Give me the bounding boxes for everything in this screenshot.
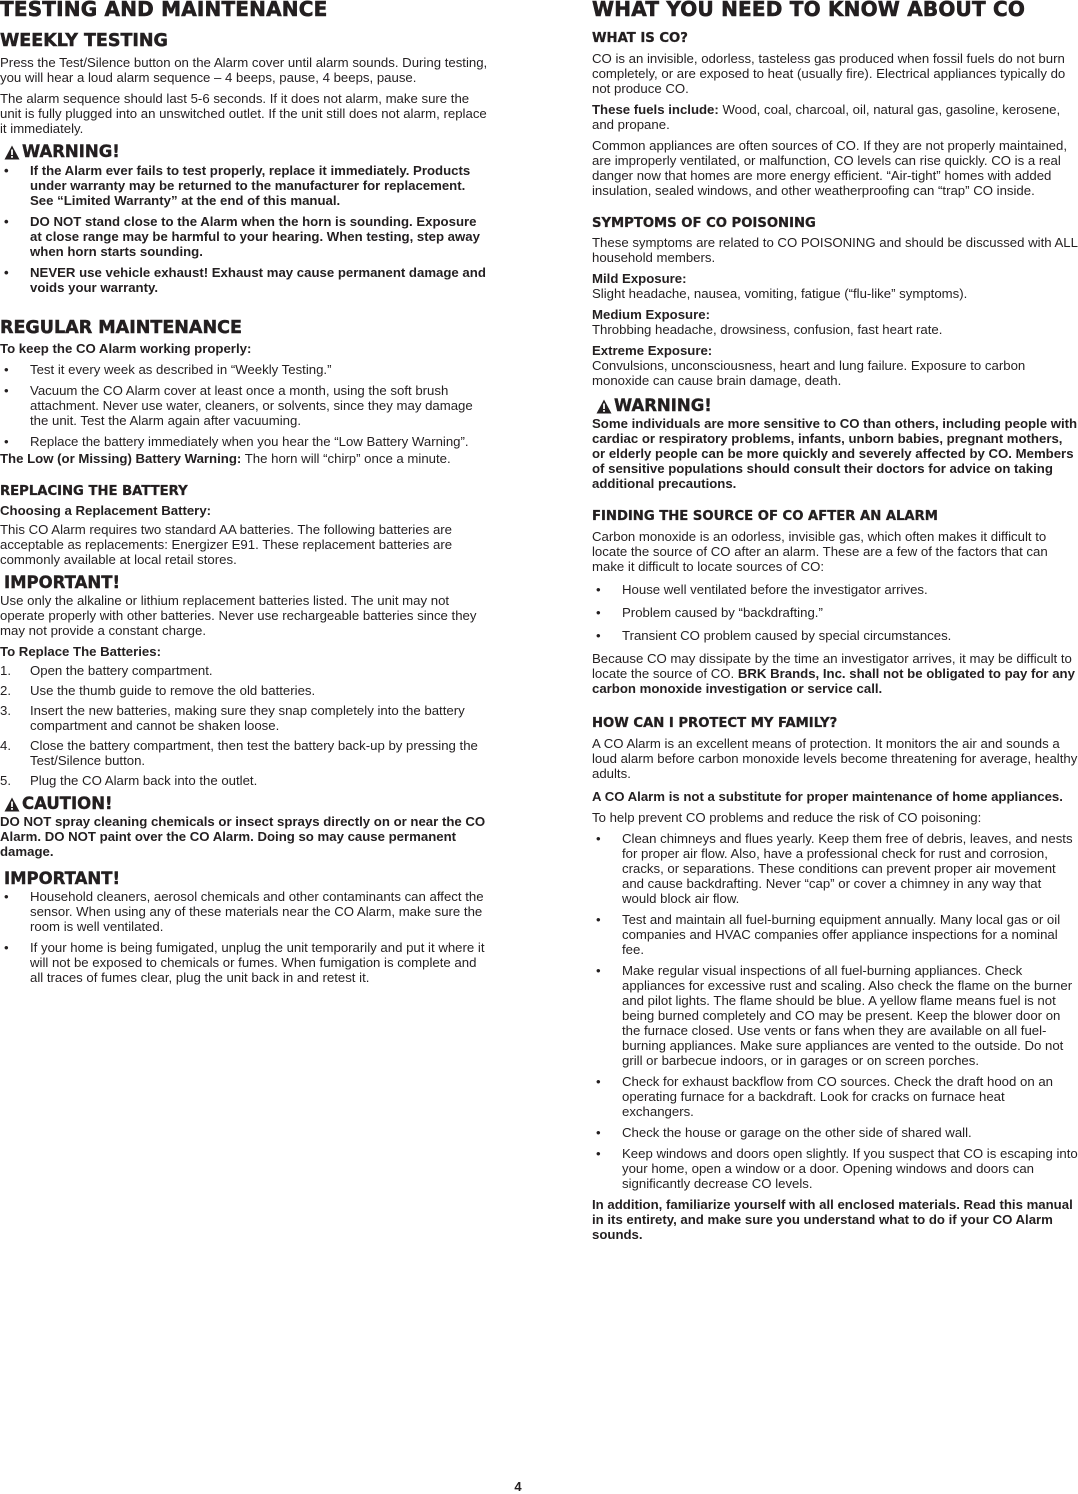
extreme-exposure-label: Extreme Exposure: xyxy=(592,343,713,358)
list-item: • Check the house or garage on the other side of shared wall. xyxy=(592,1125,1078,1140)
warning-triangle-icon xyxy=(4,145,20,160)
weekly-testing-heading: WEEKLY TESTING xyxy=(0,31,168,51)
left-column xyxy=(0,0,488,991)
list-item: 5. Plug the CO Alarm back into the outlet. xyxy=(0,773,258,788)
list-item: • Keep windows and doors open slightly. If you suspect that CO is escaping into your home, open a window or a door. Opening windows and doors can significantly decrease CO levels. xyxy=(592,1146,1078,1191)
list-item: • Transient CO problem caused by special circumstances. xyxy=(592,628,1078,643)
symptoms-intro: These symptoms are related to CO POISONING and should be discussed with ALL household members. xyxy=(592,235,1078,265)
list-item: • If your home is being fumigated, unplug the unit temporarily and put it where it will not be exposed to chemicals or fumes. When fumigation is complete and all traces of fumes clear, plug the unit back in and retest it. xyxy=(0,940,488,985)
weekly-testing-p2: The alarm sequence should last 5-6 seconds. If it does not alarm, make sure the unit is fully plugged into an unswitched outlet. If the unit still does not alarm, replace it immediately. xyxy=(0,91,487,136)
symptoms-warning-text: Some individuals are more sensitive to CO than others, including people with cardiac or respiratory problems, infants, unborn babies, pregnant mothers, or elderly people can be more quickly and severely affected by CO. Members of sensitive populations should consult their doctors for advice on taking additional precautions. xyxy=(592,416,1078,491)
symptoms-warning-label xyxy=(592,396,1078,416)
list-item: • Make regular visual inspections of all fuel-burning appliances. Check appliances for excessive rust and scaling. Also check the flame on the burner and pilot lights. The flame should be blue. A yellow flame means fuel is not being burned completely and CO may be present. Keep the blower door on the furnace closed. Use vents or fans when they are available on all fuel-burning appliances. Make sure appliances are vented to the outside. Do not grill or barbecue indoors, or in garages or on screen porches. xyxy=(592,963,1078,1068)
regular-maintenance-intro: To keep the CO Alarm working properly: xyxy=(0,341,252,356)
page-number: 4 xyxy=(514,1479,522,1494)
list-item: • Check for exhaust backflow from CO sources. Check the draft hood on an operating furnace for a backdraft. Look for cracks on furnace heat exchangers. xyxy=(592,1074,1078,1119)
caution-text: DO NOT spray cleaning chemicals or insect sprays directly on or near the CO Alarm. DO NOT paint over the CO Alarm. Doing so may cause permanent damage. xyxy=(0,814,486,859)
mild-exposure xyxy=(592,271,1078,301)
mild-exposure-label: Mild Exposure: xyxy=(592,271,687,286)
list-item: • Problem caused by “backdrafting.” xyxy=(592,605,1078,620)
list-item: • Household cleaners, aerosol chemicals and other contaminants can affect the sensor. When using any of these materials near the CO Alarm, make sure the room is well ventilated. xyxy=(0,889,488,934)
important-label-text: IMPORTANT! xyxy=(4,869,120,888)
symptoms-heading: SYMPTOMS OF CO POISONING xyxy=(592,216,816,231)
protect-family-heading: HOW CAN I PROTECT MY FAMILY? xyxy=(592,716,838,731)
what-is-co-p3: Common appliances are often sources of CO. If they are not properly maintained, are improperly ventilated, or malfunction, CO levels can rise quickly. CO is a real danger now that homes are more energy efficient. “Air-tight” homes with added insulation, sealed windows, and other weatherproofing can “trap” CO inside. xyxy=(592,138,1067,198)
weekly-warning-list xyxy=(0,163,488,295)
battery-important-label xyxy=(0,573,488,593)
low-battery-label: The Low (or Missing) Battery Warning: xyxy=(0,451,242,466)
replace-batteries-label: To Replace The Batteries: xyxy=(0,644,161,659)
what-is-co-p1: CO is an invisible, odorless, tasteless gas produced when fossil fuels do not burn completely, or are exposed to heat (usually fire). Electrical appliances typically do not produce CO. xyxy=(592,51,1066,96)
list-item: 2. Use the thumb guide to remove the old batteries. xyxy=(0,683,316,698)
important-label-text: IMPORTANT! xyxy=(4,573,120,592)
list-item: • Replace the battery immediately when you hear the “Low Battery Warning”. xyxy=(0,434,488,449)
weekly-testing-p1: Press the Test/Silence button on the Alarm cover until alarm sounds. During testing, you will hear a loud alarm sequence – 4 beeps, pause, 4 beeps, pause. xyxy=(0,55,488,85)
finding-outro-text: Because CO may dissipate by the time an investigator arrives, it may be difficult to locate the source of CO. xyxy=(592,651,1072,681)
weekly-warning-label xyxy=(0,142,488,162)
regular-maintenance-heading: REGULAR MAINTENANCE xyxy=(0,318,242,338)
protect-closing: In addition, familiarize yourself with all enclosed materials. Read this manual in its entirety, and make sure you understand what to do if your CO Alarm sounds. xyxy=(592,1197,1073,1242)
list-item: • House well ventilated before the investigator arrives. xyxy=(592,582,1078,597)
choosing-battery-label: Choosing a Replacement Battery: xyxy=(0,503,212,518)
fuels-text: Wood, coal, charcoal, oil, natural gas, gasoline, kerosene, and propane. xyxy=(592,102,1061,132)
important2-label xyxy=(0,869,488,889)
finding-source-heading: FINDING THE SOURCE OF CO AFTER AN ALARM xyxy=(592,509,938,524)
caution-label-text: CAUTION! xyxy=(22,794,113,813)
list-item: • NEVER use vehicle exhaust! Exhaust may cause permanent damage and voids your warranty. xyxy=(0,265,488,295)
right-column xyxy=(592,0,1078,1248)
medium-exposure xyxy=(592,307,1078,337)
list-item: 1. Open the battery compartment. xyxy=(0,663,213,678)
important2-list xyxy=(0,889,488,985)
page-title-testing-maintenance: TESTING AND MAINTENANCE xyxy=(0,0,328,21)
what-is-co-heading: WHAT IS CO? xyxy=(592,31,688,46)
fuels-label: These fuels include: xyxy=(592,102,719,117)
list-item: • Test and maintain all fuel-burning equipment annually. Many local gas or oil companies and HVAC companies offer appliance inspections for a nominal fee. xyxy=(592,912,1078,957)
list-item: • If the Alarm ever fails to test properly, replace it immediately. Products under warranty may be returned to the manufacturer for replacement. See “Limited Warranty” at the end of this manual. xyxy=(0,163,488,208)
finding-source-outro xyxy=(592,651,1078,696)
list-item: 3. Insert the new batteries, making sure they snap completely into the battery compartment and cannot be shaken loose. xyxy=(0,703,465,733)
regular-maintenance-list xyxy=(0,362,488,449)
list-item: 4. Close the battery compartment, then test the battery back-up by pressing the Test/Silence button. xyxy=(0,738,478,768)
finding-outro-bold: BRK Brands, Inc. shall not be obligated to pay for any carbon monoxide investigation or service call. xyxy=(592,666,1075,696)
extreme-exposure xyxy=(592,343,1078,388)
list-item: • DO NOT stand close to the Alarm when the horn is sounding. Exposure at close range may be harmful to your hearing. When testing, step away when horn starts sounding. xyxy=(0,214,488,259)
finding-source-list xyxy=(592,582,1078,643)
warning-triangle-icon xyxy=(596,399,612,414)
list-item: • Clean chimneys and flues yearly. Keep them free of debris, leaves, and nests for proper air flow. Also, have a professional check for rust and corrosion, cracks, or separations. These conditions can prevent proper air movement and cause backdrafting. Never “cap” or cover a chimney in any way that would block air flow. xyxy=(592,831,1078,906)
list-item: • Test it every week as described in “Weekly Testing.” xyxy=(0,362,488,377)
medium-exposure-label: Medium Exposure: xyxy=(592,307,710,322)
protect-list xyxy=(592,831,1078,1191)
protect-p3: To help prevent CO problems and reduce the risk of CO poisoning: xyxy=(592,810,982,825)
choosing-battery-text: This CO Alarm requires two standard AA batteries. The following batteries are acceptable as replacements: Energizer E91. These replacement batteries are commonly available at local retail stores. xyxy=(0,522,453,567)
replace-steps-list xyxy=(0,663,488,788)
low-battery-warning xyxy=(0,451,488,466)
finding-source-intro: Carbon monoxide is an odorless, invisible gas, which often makes it difficult to locate the source of CO after an alarm. These are a few of the factors that can make it difficult to locate sources of CO: xyxy=(592,529,1048,574)
warning-label-text: WARNING! xyxy=(614,396,712,415)
warning-label-text: WARNING! xyxy=(22,142,120,161)
protect-p2: A CO Alarm is not a substitute for proper maintenance of home appliances. xyxy=(592,789,1063,804)
fuels-paragraph xyxy=(592,102,1078,132)
mild-exposure-text: Slight headache, nausea, vomiting, fatigue (“flu-like” symptoms). xyxy=(592,286,968,301)
protect-p1: A CO Alarm is an excellent means of protection. It monitors the air and sounds a loud alarm before carbon monoxide levels become threatening for average, healthy adults. xyxy=(592,736,1078,781)
page-title-about-co: WHAT YOU NEED TO KNOW ABOUT CO xyxy=(592,0,1026,21)
extreme-exposure-text: Convulsions, unconsciousness, heart and lung failure. Exposure to carbon monoxide can cause brain damage, death. xyxy=(592,358,1026,388)
list-item: • Vacuum the CO Alarm cover at least once a month, using the soft brush attachment. Never use water, cleaners, or solvents, since they may damage the unit. Test the Alarm again after vacuuming. xyxy=(0,383,488,428)
caution-label xyxy=(0,794,488,814)
battery-important-text: Use only the alkaline or lithium replacement batteries listed. The unit may not operate properly with other batteries. Never use rechargeable batteries since they may not provide a constant charge. xyxy=(0,593,477,638)
medium-exposure-text: Throbbing headache, drowsiness, confusion, fast heart rate. xyxy=(592,322,943,337)
low-battery-text: The horn will “chirp” once a minute. xyxy=(241,451,451,466)
replacing-battery-heading: REPLACING THE BATTERY xyxy=(0,484,188,499)
warning-triangle-icon xyxy=(4,797,20,812)
